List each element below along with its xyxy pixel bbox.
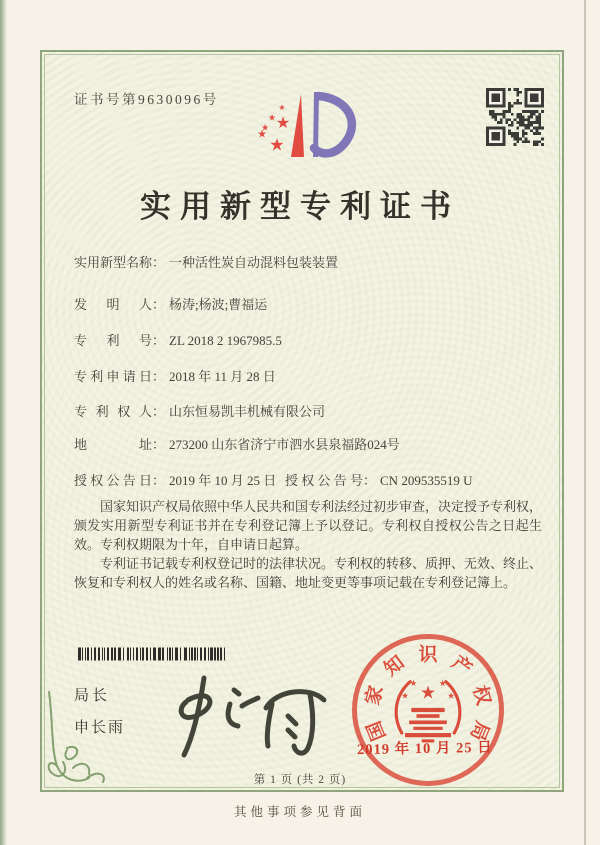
field-label: 专利号 — [74, 333, 152, 348]
qr-code — [486, 88, 544, 146]
field-value: 一种活性炭自动混料包装装置 — [169, 255, 339, 270]
seal-date: 2019 年 10 月 25 日 — [356, 739, 493, 759]
seal-char: 国 — [363, 717, 391, 744]
seal-char: 产 — [447, 652, 476, 681]
field-value: 山东恒易凯丰机械有限公司 — [169, 404, 326, 419]
scan-edge-left — [0, 0, 7, 845]
svg-text:★: ★ — [438, 678, 447, 688]
footer-note: 其他事项参见背面 — [233, 805, 366, 819]
field-colon: ： — [363, 473, 377, 488]
star-icon: ★ — [257, 128, 267, 141]
commissioner-title: 局长 — [74, 688, 111, 704]
field-label: 专利权人 — [74, 404, 152, 419]
field-colon: ： — [152, 369, 166, 384]
legal-paragraph-2: 专利证书记载专利权登记时的法律状况。专利权的转移、质押、无效、终止、恢复和专利权人的姓名或名称、国籍、地址变更等事项记载在专利登记簿上。 — [74, 556, 543, 590]
svg-text:★: ★ — [447, 691, 455, 701]
scan-edge-right — [584, 0, 586, 845]
legal-text-block — [74, 497, 542, 592]
seal-char: 家 — [362, 683, 388, 708]
field-label: 授权公告日 — [74, 473, 152, 488]
field-row-name — [74, 252, 338, 271]
official-seal — [352, 634, 504, 786]
grant-date-value: 2019 年 10 月 25 日 — [169, 473, 277, 488]
field-colon: ： — [152, 297, 166, 312]
legal-paragraph-1: 国家知识产权局依照中华人民共和国专利法经过初步审查，决定授予专利权，颁发实用新型专利证书并在专利登记簿上予以登记。专利权自授权公告之日起生效。专利权期限为十年，自申请日起算。 — [74, 499, 543, 552]
field-row-patentee — [74, 401, 325, 420]
commissioner-name: 申长雨 — [74, 720, 126, 736]
field-colon: ： — [152, 404, 166, 419]
seal-char: 局 — [465, 717, 493, 744]
field-colon: ： — [152, 473, 166, 488]
grant-no-group — [285, 470, 472, 489]
signature-handwriting — [158, 660, 373, 765]
field-colon: ： — [152, 333, 166, 348]
field-value: 273200 山东省济宁市泗水县泉福路024号 — [169, 437, 400, 452]
star-icon: ★ — [278, 103, 286, 112]
field-value: 杨涛;杨波;曹福运 — [169, 297, 268, 312]
certificate-number: 证书号第9630096号 — [74, 92, 219, 107]
seal-char: 识 — [418, 644, 438, 666]
star-icon: ★ — [267, 112, 277, 123]
barcode — [78, 647, 228, 661]
svg-text:★: ★ — [409, 678, 418, 688]
field-row-filing-date — [74, 366, 276, 385]
field-colon: ： — [152, 255, 166, 270]
svg-text:★: ★ — [420, 682, 436, 703]
field-colon: ： — [152, 437, 166, 452]
seal-char: 权 — [468, 683, 494, 708]
field-label: 授权公告号 — [285, 473, 363, 488]
field-label: 专利申请日 — [74, 369, 152, 384]
field-value: ZL 2018 2 1967985.5 — [169, 333, 282, 348]
field-row-grant — [74, 470, 473, 489]
grant-no-value: CN 209535519 U — [380, 473, 473, 488]
field-row-patent-no — [74, 330, 282, 349]
field-row-address — [74, 434, 400, 453]
star-icon: ★ — [260, 122, 270, 133]
star-icon: ★ — [275, 115, 291, 132]
svg-text:★: ★ — [401, 691, 409, 701]
field-row-inventors — [74, 294, 267, 313]
cnipa-logo — [248, 84, 360, 164]
certificate-title: 实用新型专利证书 — [140, 189, 460, 224]
field-label: 发明人 — [74, 297, 152, 312]
star-icon: ★ — [269, 135, 285, 155]
field-value: 2018 年 11 月 28 日 — [169, 369, 276, 384]
seal-char: 知 — [380, 652, 409, 681]
field-label: 实用新型名称 — [74, 255, 153, 270]
field-label: 地址 — [74, 437, 152, 452]
page-number: 第 1 页 (共 2 页) — [253, 774, 347, 786]
